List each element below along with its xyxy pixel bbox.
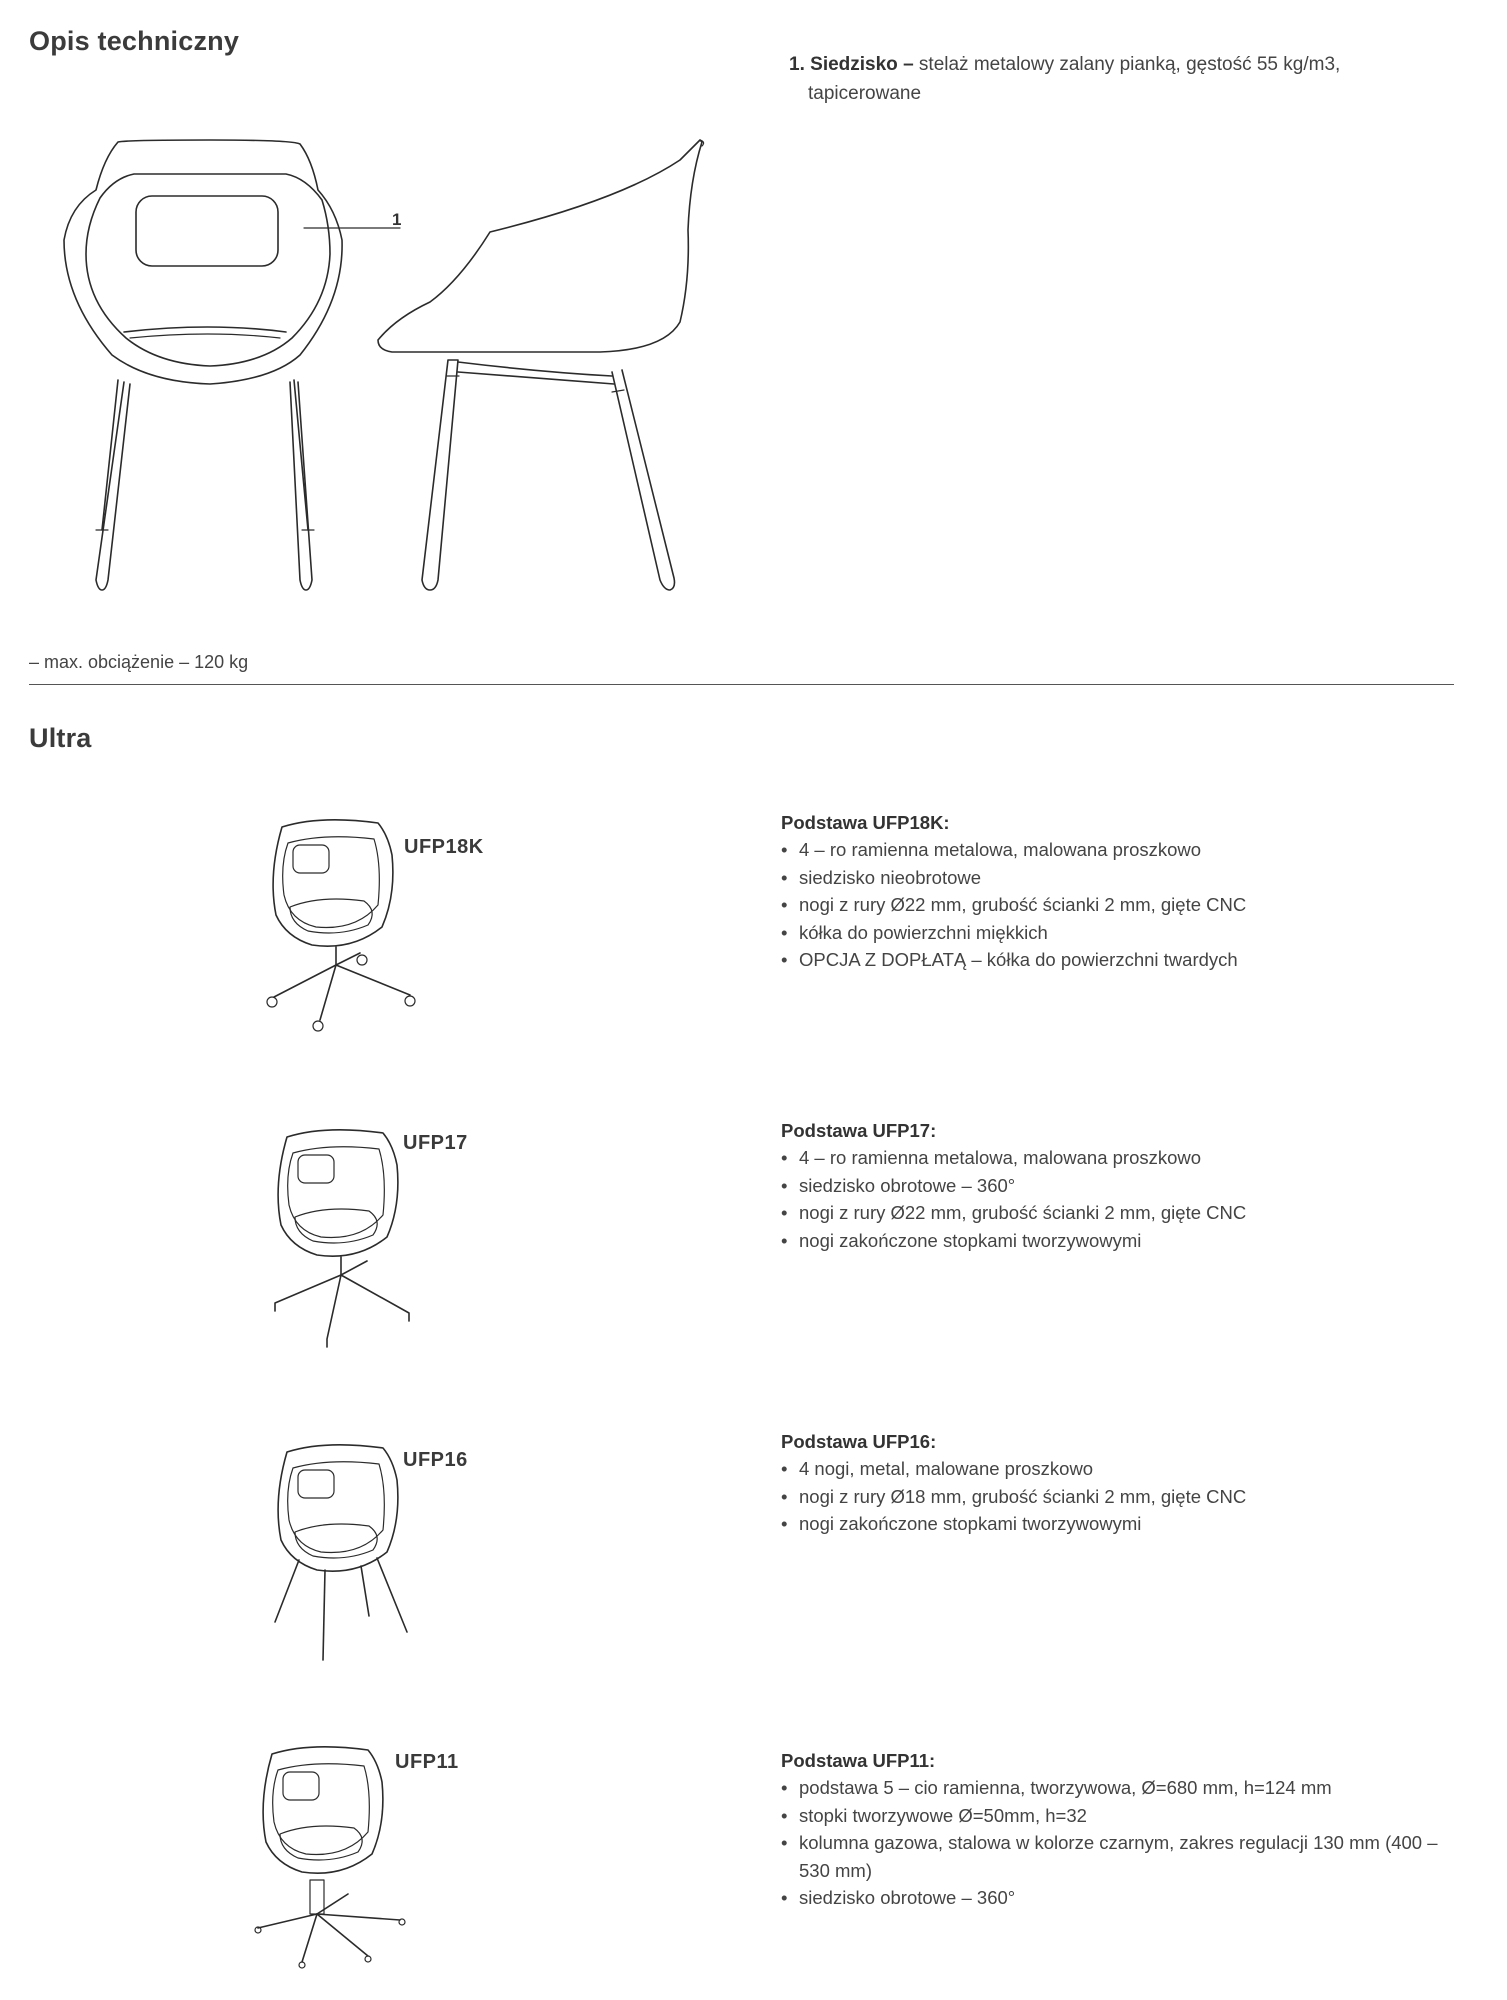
model-label-ufp18k: UFP18K [404, 836, 484, 858]
feature-item: • 4 – ro ramienna metalowa, malowana proszkowo [781, 1144, 1461, 1172]
spec-item-number: 1. [789, 54, 805, 75]
feature-list-ufp11 [781, 1774, 1449, 1912]
chair-ufp16-illustration [265, 1440, 435, 1670]
feature-list-ufp16 [781, 1455, 1461, 1538]
feature-item: • OPCJA Z DOPŁATĄ – kółka do powierzchni twardych [781, 946, 1461, 974]
feature-item: • 4 nogi, metal, malowane proszkowo [781, 1455, 1461, 1483]
base-spec-ufp17 [781, 1120, 1461, 1254]
model-label-ufp17: UFP17 [403, 1132, 468, 1154]
feature-item: • nogi zakończone stopkami tworzywowymi [781, 1227, 1461, 1255]
chair-ufp11-illustration [250, 1742, 430, 1982]
technical-heading: Opis techniczny [29, 26, 240, 56]
base-title-ufp18k: Podstawa UFP18K: [781, 812, 950, 833]
feature-item: • nogi z rury Ø22 mm, grubość ścianki 2 mm, gięte CNC [781, 1199, 1461, 1227]
base-title-ufp16: Podstawa UFP16: [781, 1431, 937, 1452]
base-title-ufp17: Podstawa UFP17: [781, 1120, 937, 1141]
feature-item: • siedzisko obrotowe – 360° [781, 1172, 1461, 1200]
model-label-ufp11: UFP11 [395, 1751, 459, 1773]
chair-side-view-drawing [0, 0, 760, 620]
spec-item-text: stelaż metalowy zalany pianką, gęstość 55 kg/m3, [918, 54, 1341, 75]
spec-item-name: Siedzisko – [810, 54, 914, 75]
feature-item: • nogi zakończone stopkami tworzywowymi [781, 1510, 1461, 1538]
ultra-heading: Ultra [29, 723, 92, 753]
feature-item: • stopki tworzywowe Ø=50mm, h=32 [781, 1802, 1449, 1830]
feature-item: • nogi z rury Ø22 mm, grubość ścianki 2 mm, gięte CNC [781, 891, 1461, 919]
section-divider [29, 684, 1454, 685]
feature-list-ufp17 [781, 1144, 1461, 1254]
feature-list-ufp18k [781, 836, 1461, 974]
base-title-ufp11: Podstawa UFP11: [781, 1750, 936, 1771]
feature-item: • podstawa 5 – cio ramienna, tworzywowa, Ø=680 mm, h=124 mm [781, 1774, 1449, 1802]
chair-ufp17-illustration [265, 1125, 435, 1355]
base-spec-ufp11 [781, 1750, 1449, 1912]
feature-item: • siedzisko obrotowe – 360° [781, 1884, 1449, 1912]
feature-item: • nogi z rury Ø18 mm, grubość ścianki 2 mm, gięte CNC [781, 1483, 1461, 1511]
feature-item: • kółka do powierzchni miękkich [781, 919, 1461, 947]
feature-item: • siedzisko nieobrotowe [781, 864, 1461, 892]
callout-number-1: 1 [392, 210, 402, 229]
feature-item: • 4 – ro ramienna metalowa, malowana proszkowo [781, 836, 1461, 864]
spec-item-seat [789, 50, 1429, 108]
feature-item: • kolumna gazowa, stalowa w kolorze czarnym, zakres regulacji 130 mm (400 – 530 mm) [781, 1829, 1439, 1884]
max-load-note: – max. obciążenie – 120 kg [29, 652, 249, 672]
base-spec-ufp16 [781, 1431, 1461, 1538]
spec-item-text-cont: tapicerowane [808, 83, 922, 104]
model-label-ufp16: UFP16 [403, 1449, 468, 1471]
base-spec-ufp18k [781, 812, 1461, 974]
